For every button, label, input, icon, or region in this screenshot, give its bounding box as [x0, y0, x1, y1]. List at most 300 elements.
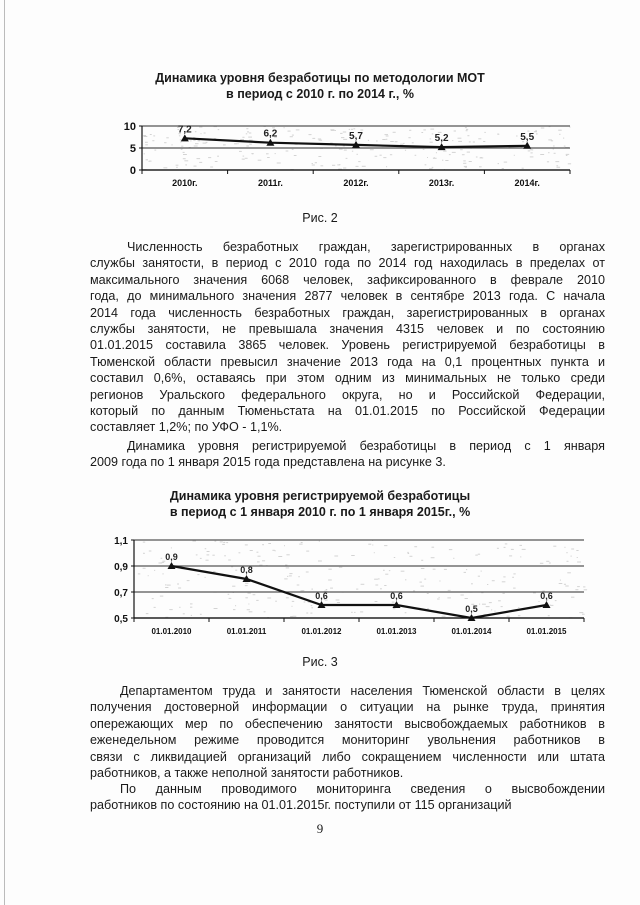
- y-tick-label: 0,5: [114, 614, 128, 625]
- texture-speck: [196, 554, 198, 555]
- texture-speck: [201, 133, 202, 134]
- data-label: 5,5: [520, 131, 535, 143]
- texture-speck: [427, 157, 428, 158]
- y-tick-label: 0: [129, 165, 136, 177]
- figure3-caption: Рис. 3: [302, 655, 338, 669]
- texture-speck: [522, 549, 526, 550]
- texture-speck: [405, 579, 406, 580]
- texture-speck: [181, 149, 183, 150]
- texture-speck: [408, 137, 410, 138]
- texture-speck: [454, 131, 456, 132]
- texture-speck: [154, 150, 156, 151]
- texture-speck: [370, 149, 374, 150]
- texture-speck: [190, 603, 193, 604]
- texture-speck: [339, 164, 340, 165]
- texture-speck: [183, 613, 185, 614]
- text-line: еженедельном режиме проводится мониторинг увольнения работников в: [90, 733, 605, 748]
- texture-speck: [439, 581, 440, 582]
- texture-speck: [392, 602, 395, 603]
- texture-speck: [497, 134, 499, 135]
- texture-speck: [205, 577, 206, 578]
- texture-speck: [304, 602, 306, 603]
- texture-speck: [294, 155, 297, 156]
- texture-speck: [220, 541, 223, 542]
- texture-speck: [383, 570, 385, 571]
- texture-speck: [154, 607, 156, 608]
- y-tick-label: 0,7: [114, 588, 128, 599]
- texture-speck: [360, 611, 363, 612]
- texture-speck: [452, 152, 456, 153]
- texture-speck: [479, 166, 482, 167]
- texture-speck: [568, 163, 571, 164]
- text-line: Динамика уровня регистрируемой безработицы в период с 1 января: [127, 439, 605, 453]
- texture-speck: [146, 159, 148, 160]
- text-line: Численность безработных граждан, зарегистрированных в органах: [127, 240, 605, 254]
- texture-speck: [498, 163, 499, 164]
- texture-speck: [181, 146, 183, 147]
- texture-speck: [180, 142, 181, 143]
- texture-speck: [301, 542, 303, 543]
- texture-speck: [577, 557, 578, 558]
- texture-speck: [421, 132, 423, 133]
- texture-speck: [319, 140, 323, 141]
- paragraph-dynamics-intro: [90, 438, 605, 471]
- texture-speck: [503, 576, 505, 577]
- texture-speck: [247, 609, 250, 610]
- texture-speck: [190, 607, 192, 608]
- texture-speck: [326, 589, 328, 590]
- texture-speck: [553, 149, 554, 150]
- texture-speck: [351, 129, 353, 130]
- texture-speck: [571, 549, 574, 550]
- texture-speck: [183, 154, 187, 155]
- texture-speck: [362, 166, 366, 167]
- texture-speck: [234, 143, 237, 144]
- texture-speck: [154, 570, 155, 571]
- texture-speck: [289, 575, 292, 576]
- texture-speck: [528, 150, 531, 151]
- texture-speck: [292, 135, 294, 136]
- texture-speck: [358, 161, 360, 162]
- texture-speck: [332, 165, 335, 166]
- texture-speck: [337, 602, 340, 603]
- text-line: опережающих мер по обеспечению занятости высвобождаемых работников в: [90, 716, 605, 731]
- data-label: 5,2: [434, 133, 449, 145]
- texture-speck: [246, 128, 248, 129]
- x-tick-label: 01.01.2013: [376, 627, 417, 636]
- paragraph-monitoring: [90, 683, 605, 781]
- texture-speck: [217, 156, 219, 157]
- texture-speck: [138, 573, 140, 574]
- texture-speck: [432, 547, 435, 548]
- texture-speck: [146, 613, 149, 614]
- text-line: получения достоверной информации о ситуации на рынке труда, принятия: [90, 700, 605, 715]
- texture-speck: [150, 134, 152, 135]
- texture-speck: [284, 127, 285, 128]
- texture-speck: [239, 151, 242, 152]
- x-tick-label: 2012г.: [343, 178, 369, 188]
- text-line: связи с ликвидацией организаций либо сокращением численности или штата: [90, 749, 605, 764]
- texture-speck: [449, 549, 452, 550]
- texture-speck: [252, 153, 253, 154]
- texture-speck: [306, 613, 308, 614]
- texture-speck: [386, 136, 389, 137]
- texture-speck: [336, 600, 340, 601]
- texture-speck: [232, 586, 235, 587]
- texture-speck: [386, 166, 387, 167]
- texture-speck: [195, 143, 199, 144]
- texture-speck: [171, 144, 172, 145]
- texture-speck: [268, 543, 271, 544]
- text-line: 01.01.2015 составила 3865 человек. Уровень регистрируемой безработицы в: [90, 338, 605, 353]
- texture-speck: [334, 556, 338, 557]
- texture-speck: [551, 140, 553, 141]
- text-line: составил 0,6%, оставаясь при этом одним из минимальных не только среди: [90, 371, 605, 386]
- texture-speck: [576, 550, 578, 551]
- texture-speck: [375, 156, 378, 157]
- texture-speck: [518, 607, 519, 608]
- texture-speck: [487, 584, 488, 585]
- texture-speck: [463, 163, 466, 164]
- texture-speck: [475, 555, 478, 556]
- texture-speck: [553, 146, 555, 147]
- texture-speck: [424, 579, 426, 580]
- texture-speck: [384, 545, 387, 546]
- texture-speck: [514, 155, 515, 156]
- texture-speck: [464, 572, 466, 573]
- texture-speck: [430, 142, 433, 143]
- texture-speck: [556, 165, 558, 166]
- texture-speck: [540, 154, 544, 155]
- text-line: года, до минимального значения 2877 человек в сентябре 2013 года. С начала: [90, 289, 605, 304]
- texture-speck: [427, 608, 429, 609]
- texture-speck: [483, 141, 485, 142]
- texture-speck: [275, 153, 276, 154]
- texture-speck: [466, 129, 468, 130]
- texture-speck: [400, 144, 403, 145]
- texture-speck: [401, 571, 405, 572]
- texture-speck: [351, 612, 353, 613]
- texture-speck: [330, 129, 334, 130]
- texture-speck: [144, 153, 145, 154]
- texture-speck: [286, 597, 289, 598]
- texture-speck: [267, 598, 271, 599]
- texture-speck: [444, 569, 447, 570]
- texture-speck: [548, 152, 549, 153]
- chart1-line-chart: [100, 114, 580, 194]
- texture-speck: [143, 542, 145, 543]
- texture-speck: [297, 585, 300, 586]
- texture-speck: [335, 130, 336, 131]
- texture-speck: [558, 130, 562, 131]
- texture-speck: [368, 140, 369, 141]
- texture-speck: [442, 616, 446, 617]
- texture-speck: [284, 545, 285, 546]
- texture-speck: [436, 152, 437, 153]
- texture-speck: [253, 594, 256, 595]
- texture-speck: [200, 614, 202, 615]
- texture-speck: [471, 583, 473, 584]
- texture-speck: [433, 158, 437, 159]
- texture-speck: [530, 156, 534, 157]
- texture-speck: [449, 154, 451, 155]
- texture-speck: [469, 161, 472, 162]
- x-tick-label: 2014г.: [514, 178, 540, 188]
- texture-speck: [465, 127, 467, 128]
- texture-speck: [431, 557, 435, 558]
- texture-speck: [311, 607, 313, 608]
- texture-speck: [469, 141, 471, 142]
- texture-speck: [143, 553, 145, 554]
- texture-speck: [423, 149, 425, 150]
- texture-speck: [383, 157, 386, 158]
- texture-speck: [478, 138, 481, 139]
- texture-speck: [184, 160, 188, 161]
- texture-speck: [453, 558, 454, 559]
- data-label: 0,6: [390, 591, 403, 601]
- texture-speck: [245, 544, 248, 545]
- texture-speck: [504, 162, 507, 163]
- texture-speck: [427, 593, 429, 594]
- text-line: Тюменской области превысил значение 2013 года на 0,1 процентных пункта и: [90, 354, 605, 369]
- texture-speck: [443, 151, 446, 152]
- chart2-title: [0, 488, 640, 520]
- texture-speck: [215, 161, 218, 162]
- texture-speck: [466, 569, 467, 570]
- texture-speck: [532, 149, 534, 150]
- texture-speck: [430, 138, 432, 139]
- texture-speck: [167, 585, 171, 586]
- texture-speck: [284, 578, 287, 579]
- texture-speck: [473, 142, 475, 143]
- chart1-title-line2: в период с 2010 г. по 2014 г., %: [226, 87, 414, 101]
- texture-speck: [197, 158, 201, 159]
- texture-speck: [349, 129, 350, 130]
- x-tick-label: 01.01.2015: [526, 627, 567, 636]
- texture-speck: [163, 167, 167, 168]
- texture-speck: [287, 576, 288, 577]
- texture-speck: [466, 130, 468, 131]
- texture-speck: [549, 563, 551, 564]
- texture-speck: [518, 615, 521, 616]
- text-line: который по данным Тюменьстата на 01.01.2015 по Российской Федерации: [90, 404, 605, 419]
- texture-speck: [522, 168, 524, 169]
- texture-speck: [420, 582, 422, 583]
- texture-speck: [460, 149, 463, 150]
- texture-speck: [476, 157, 478, 158]
- texture-speck: [372, 545, 373, 546]
- texture-speck: [257, 561, 260, 562]
- texture-speck: [206, 142, 208, 143]
- x-tick-label: 2013г.: [428, 178, 455, 188]
- texture-speck: [546, 561, 549, 562]
- texture-speck: [569, 127, 570, 128]
- texture-speck: [343, 132, 346, 133]
- texture-speck: [374, 552, 375, 553]
- texture-speck: [437, 599, 440, 600]
- texture-speck: [353, 128, 355, 129]
- texture-speck: [200, 558, 202, 559]
- texture-speck: [548, 139, 552, 140]
- texture-speck: [584, 589, 587, 590]
- texture-speck: [430, 129, 434, 130]
- texture-speck: [409, 130, 411, 131]
- scan-edge: [4, 0, 5, 905]
- texture-speck: [462, 154, 465, 155]
- texture-speck: [412, 142, 414, 143]
- texture-speck: [351, 555, 355, 556]
- texture-speck: [445, 160, 448, 161]
- texture-speck: [315, 162, 317, 163]
- texture-speck: [318, 561, 322, 562]
- texture-speck: [248, 593, 251, 594]
- texture-speck: [535, 130, 537, 131]
- texture-speck: [195, 131, 197, 132]
- text-line: службы занятости, не превышала значения 4315 человек и по состоянию: [90, 322, 605, 337]
- data-label: 0,5: [465, 604, 478, 614]
- texture-speck: [478, 576, 480, 577]
- texture-speck: [520, 556, 521, 557]
- texture-speck: [228, 560, 231, 561]
- texture-speck: [330, 588, 333, 589]
- text-line: Департаментом труда и занятости населения Тюменской области в целях: [120, 684, 605, 698]
- texture-speck: [292, 149, 294, 150]
- data-label: 0,9: [165, 552, 178, 562]
- texture-speck: [467, 152, 470, 153]
- texture-speck: [198, 140, 201, 141]
- chart1-title: [0, 70, 640, 102]
- texture-speck: [395, 141, 398, 142]
- text-line: регионов Уральского федерального округа, но и Российской Федерации,: [90, 387, 605, 402]
- texture-speck: [478, 554, 480, 555]
- texture-speck: [224, 555, 226, 556]
- texture-speck: [169, 609, 172, 610]
- texture-speck: [352, 151, 353, 152]
- texture-speck: [187, 580, 190, 581]
- texture-speck: [278, 556, 282, 557]
- texture-speck: [403, 143, 404, 144]
- texture-speck: [356, 589, 358, 590]
- x-tick-label: 01.01.2014: [451, 627, 492, 636]
- texture-speck: [439, 597, 440, 598]
- texture-speck: [328, 580, 332, 581]
- texture-speck: [299, 544, 302, 545]
- texture-speck: [498, 600, 501, 601]
- chart2-title-line2: в период с 1 января 2010 г. по 1 января 2015г., %: [169, 505, 471, 519]
- texture-speck: [421, 568, 425, 569]
- texture-speck: [564, 146, 566, 147]
- texture-speck: [565, 586, 568, 587]
- texture-speck: [465, 598, 468, 599]
- plot-area-texture: [138, 540, 587, 618]
- x-tick-label: 01.01.2011: [226, 627, 267, 636]
- texture-speck: [171, 547, 172, 548]
- texture-speck: [298, 576, 300, 577]
- texture-speck: [262, 544, 264, 545]
- texture-speck: [207, 554, 210, 555]
- texture-speck: [245, 583, 248, 584]
- texture-speck: [531, 152, 533, 153]
- texture-speck: [579, 612, 583, 613]
- texture-speck: [190, 140, 191, 141]
- texture-speck: [159, 563, 163, 564]
- texture-speck: [145, 144, 148, 145]
- texture-speck: [390, 154, 392, 155]
- texture-speck: [165, 584, 167, 585]
- texture-speck: [238, 143, 239, 144]
- y-tick-label: 0,9: [114, 562, 128, 573]
- texture-speck: [286, 554, 289, 555]
- texture-speck: [199, 127, 202, 128]
- texture-speck: [199, 162, 202, 163]
- texture-speck: [461, 595, 464, 596]
- texture-speck: [233, 609, 235, 610]
- texture-speck: [479, 604, 480, 605]
- texture-speck: [566, 155, 568, 156]
- texture-speck: [492, 580, 495, 581]
- texture-speck: [374, 579, 378, 580]
- texture-speck: [564, 547, 565, 548]
- texture-speck: [380, 588, 382, 589]
- texture-speck: [577, 586, 580, 587]
- texture-speck: [504, 547, 506, 548]
- texture-speck: [143, 135, 146, 136]
- texture-speck: [540, 563, 543, 564]
- texture-speck: [206, 560, 209, 561]
- text-line: службы занятости, в период с 2010 года по 2014 год находилась в пределах от: [90, 256, 605, 271]
- texture-speck: [306, 551, 309, 552]
- texture-speck: [245, 158, 248, 159]
- texture-speck: [258, 556, 261, 557]
- texture-speck: [563, 138, 564, 139]
- texture-speck: [309, 134, 312, 135]
- texture-speck: [145, 142, 148, 143]
- texture-speck: [464, 166, 467, 167]
- texture-speck: [442, 160, 443, 161]
- texture-speck: [447, 597, 451, 598]
- text-line: работников, а также неполной занятости работников.: [90, 766, 404, 781]
- texture-speck: [393, 608, 396, 609]
- texture-speck: [484, 132, 485, 133]
- texture-speck: [249, 611, 253, 612]
- texture-speck: [559, 583, 563, 584]
- texture-speck: [376, 141, 378, 142]
- texture-speck: [429, 168, 433, 169]
- page-number: 9: [316, 821, 324, 836]
- texture-speck: [339, 567, 342, 568]
- figure2-caption: Рис. 2: [302, 211, 338, 225]
- texture-speck: [318, 139, 321, 140]
- texture-speck: [292, 601, 294, 602]
- texture-speck: [452, 140, 453, 141]
- texture-speck: [152, 598, 154, 599]
- texture-speck: [553, 546, 556, 547]
- data-label: 0,6: [540, 591, 553, 601]
- texture-speck: [272, 550, 275, 551]
- texture-speck: [177, 584, 179, 585]
- texture-speck: [194, 146, 198, 147]
- text-line: работников по состоянию на 01.01.2015г. поступили от 115 организаций: [90, 798, 512, 813]
- texture-speck: [341, 137, 344, 138]
- texture-speck: [143, 568, 146, 569]
- texture-speck: [480, 157, 484, 158]
- paragraph-monitoring-results: [90, 781, 605, 814]
- texture-speck: [394, 557, 395, 558]
- texture-speck: [210, 167, 213, 168]
- texture-speck: [277, 163, 281, 164]
- texture-speck: [382, 139, 385, 140]
- texture-speck: [458, 141, 462, 142]
